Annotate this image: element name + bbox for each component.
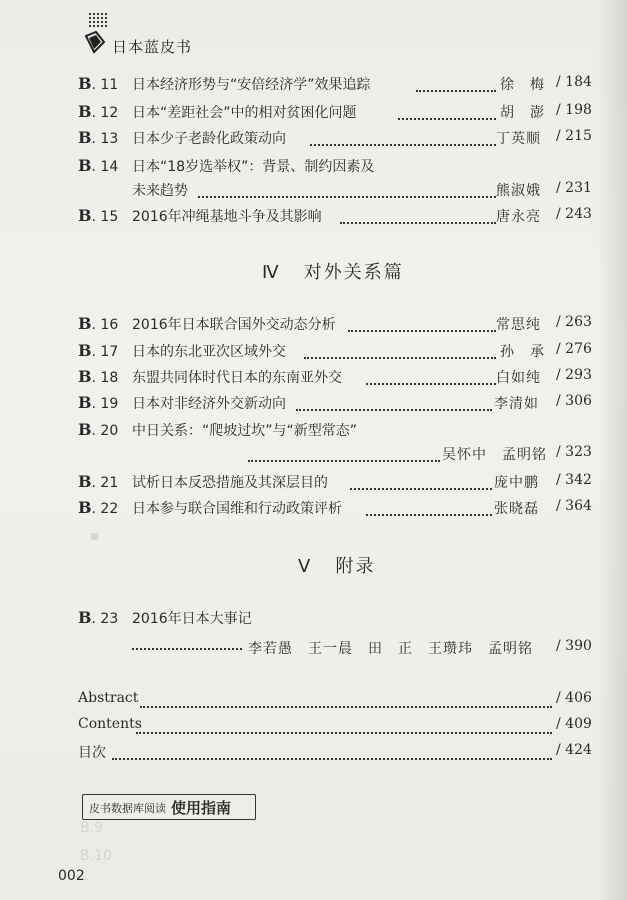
entry-code: B. 13 — [78, 128, 119, 147]
toc-entry[interactable] — [78, 608, 598, 658]
dot-leader — [366, 500, 492, 516]
dot-leader — [304, 343, 496, 359]
entry-page: / 323 — [556, 444, 592, 460]
appendix-title: Contents — [78, 716, 142, 732]
entry-title: 日本经济形势与“安倍经济学”效果追踪 — [132, 77, 371, 93]
toc-entry[interactable] — [78, 74, 598, 96]
entry-title: 日本的东北亚次区域外交 — [132, 344, 286, 360]
entry-author: 白如纯 — [496, 370, 541, 386]
series-logo-icon — [84, 30, 106, 54]
entry-code: B. 15 — [78, 206, 119, 225]
entry-code: B. 19 — [78, 393, 119, 412]
entry-page: / 390 — [556, 638, 592, 654]
entry-author: 李若愚 王一晨 田 正 王瓒玮 孟明铭 — [248, 641, 533, 657]
toc-entry[interactable] — [78, 498, 598, 520]
entry-page: / 263 — [556, 314, 592, 330]
entry-author: 常思纯 — [496, 317, 541, 333]
toc-entry[interactable] — [78, 472, 598, 494]
dot-leader — [416, 76, 496, 92]
entry-page: / 293 — [556, 367, 592, 383]
toc-entry[interactable] — [78, 393, 598, 415]
entry-code: B. 12 — [78, 102, 119, 121]
entry-author: 胡 澎 — [500, 105, 545, 121]
entry-title: 日本少子老龄化政策动向 — [132, 131, 286, 147]
toc-entry[interactable] — [78, 206, 598, 228]
entry-author: 庞中鹏 — [494, 475, 539, 491]
toc-entry[interactable] — [78, 102, 598, 124]
dot-leader — [136, 718, 552, 734]
entry-author: 孙 承 — [500, 344, 545, 360]
entry-page: / 276 — [556, 341, 592, 357]
toc-entry[interactable] — [78, 420, 598, 466]
database-guide-box[interactable] — [82, 794, 256, 820]
appendix-page: / 406 — [556, 690, 592, 706]
section-heading — [262, 258, 404, 284]
dot-leader — [340, 208, 496, 224]
entry-page: / 184 — [556, 74, 592, 90]
entry-title: 日本参与联合国维和行动政策评析 — [132, 501, 342, 517]
entry-title: 试析日本反恐措施及其深层目的 — [132, 475, 328, 491]
entry-author: 吴怀中 孟明铭 — [442, 447, 547, 463]
show-through-text: ▪ — [90, 528, 100, 544]
entry-code: B. 11 — [78, 74, 119, 93]
dot-leader — [366, 369, 496, 385]
toc-entry[interactable] — [78, 314, 598, 336]
dot-leader — [140, 692, 552, 708]
entry-code: B. 18 — [78, 367, 119, 386]
entry-title: 日本“18岁选举权”：背景、制约因素及 — [132, 159, 375, 175]
mokuji-link[interactable] — [78, 742, 106, 762]
toc-entry[interactable] — [78, 367, 598, 389]
section-heading — [298, 552, 376, 578]
appendix-page: / 409 — [556, 716, 592, 732]
dot-leader — [348, 316, 496, 332]
database-guide-big: 使用指南 — [171, 799, 232, 817]
appendix-title: 目次 — [78, 745, 106, 761]
entry-page: / 342 — [556, 472, 592, 488]
section-title: 附录 — [335, 556, 376, 577]
toc-entry[interactable] — [78, 128, 598, 150]
dot-leader — [310, 130, 496, 146]
toc-entry[interactable] — [78, 156, 598, 202]
appendix-title: Abstract — [78, 690, 139, 706]
dot-leader — [198, 182, 496, 198]
dot-leader — [248, 446, 440, 462]
entry-title: 日本“差距社会”中的相对贫困化问题 — [132, 105, 357, 121]
contents-link[interactable] — [78, 716, 142, 732]
entry-title-continued: 未来趋势 — [132, 183, 188, 199]
toc-entry[interactable] — [78, 341, 598, 363]
entry-page: / 364 — [556, 498, 592, 514]
entry-author: 熊淑娥 — [496, 183, 541, 199]
dot-leader — [112, 744, 552, 760]
dot-leader — [296, 395, 492, 411]
section-numeral: Ⅳ — [262, 262, 281, 283]
entry-title: 东盟共同体时代日本的东南亚外交 — [132, 370, 342, 386]
page-number: 002 — [58, 868, 85, 884]
spine-shadow — [597, 0, 627, 900]
entry-title: 2016年日本大事记 — [132, 611, 252, 627]
entry-author: 张晓磊 — [494, 501, 539, 517]
entry-code: B. 20 — [78, 420, 119, 439]
entry-author: 唐永亮 — [496, 209, 541, 225]
dot-leader — [350, 474, 492, 490]
entry-code: B. 23 — [78, 608, 119, 627]
entry-title: 2016年冲绳基地斗争及其影响 — [132, 209, 322, 225]
header-title: 日本蓝皮书 — [112, 38, 193, 56]
entry-author: 徐 梅 — [500, 77, 545, 93]
entry-page: / 215 — [556, 128, 592, 144]
entry-author: 李清如 — [494, 396, 539, 412]
database-guide-small: 皮书数据库阅读 — [89, 802, 166, 815]
show-through-text: B.10 — [80, 848, 112, 864]
entry-code: B. 14 — [78, 156, 119, 175]
entry-code: B. 17 — [78, 341, 119, 360]
entry-page: / 198 — [556, 102, 592, 118]
entry-page: / 243 — [556, 206, 592, 222]
running-header — [62, 12, 262, 62]
dot-leader — [398, 104, 496, 120]
entry-author: 丁英顺 — [496, 131, 541, 147]
entry-title: 日本对非经济外交新动向 — [132, 396, 286, 412]
section-title: 对外关系篇 — [303, 262, 404, 283]
appendix-page: / 424 — [556, 742, 592, 758]
entry-page: / 231 — [556, 180, 592, 196]
entry-code: B. 22 — [78, 498, 119, 517]
entry-code: B. 16 — [78, 314, 119, 333]
show-through-text: B.9 — [80, 820, 103, 836]
entry-title: 中日关系：“爬坡过坎”与“新型常态” — [132, 423, 358, 439]
entry-title: 2016年日本联合国外交动态分析 — [132, 317, 336, 333]
entry-page: / 306 — [556, 393, 592, 409]
entry-code: B. 21 — [78, 472, 119, 491]
abstract-link[interactable] — [78, 690, 138, 706]
dot-leader — [132, 634, 242, 650]
section-numeral: Ⅴ — [298, 556, 313, 577]
dot-pattern-icon — [88, 12, 108, 28]
